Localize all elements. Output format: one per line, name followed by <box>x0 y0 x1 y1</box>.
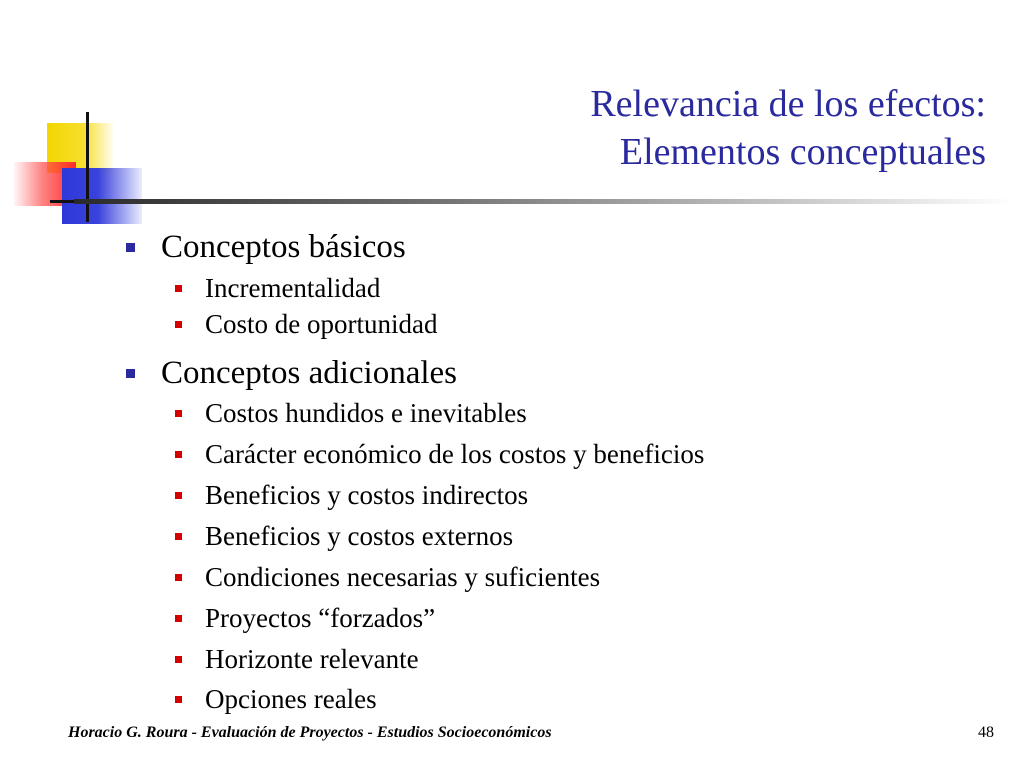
list-item-text: Condiciones necesarias y suficientes <box>205 562 601 592</box>
square-bullet-icon <box>126 243 135 252</box>
section-label: Conceptos adicionales <box>161 355 458 391</box>
section-label: Conceptos básicos <box>161 229 406 265</box>
list-item-text: Horizonte relevante <box>205 644 419 674</box>
square-bullet-icon <box>175 492 182 499</box>
title-line-2: Elementos conceptuales <box>619 131 986 173</box>
square-bullet-icon <box>175 285 182 292</box>
title-line-1: Relevancia de los efectos: <box>590 83 986 125</box>
list-item-text: Beneficios y costos externos <box>205 521 514 551</box>
list-item-text: Proyectos “forzados” <box>205 603 436 633</box>
footer-text: Horacio G. Roura - Evaluación de Proyectos - Estudios Socioeconómicos <box>68 724 552 741</box>
square-bullet-icon <box>175 615 182 622</box>
list-item-text: Carácter económico de los costos y beneficios <box>205 439 705 469</box>
list-item-text: Incrementalidad <box>205 273 381 303</box>
square-bullet-icon <box>175 533 182 540</box>
square-bullet-icon <box>175 410 182 417</box>
square-bullet-icon <box>175 696 182 703</box>
square-bullet-icon <box>175 451 182 458</box>
square-bullet-icon <box>126 369 135 378</box>
page-number: 48 <box>978 724 994 741</box>
square-bullet-icon <box>175 656 182 663</box>
list-item-text: Costo de oportunidad <box>205 309 438 339</box>
list-item-text: Opciones reales <box>205 684 377 714</box>
list-item-text: Beneficios y costos indirectos <box>205 480 529 510</box>
square-bullet-icon <box>175 321 182 328</box>
square-bullet-icon <box>175 574 182 581</box>
list-item-text: Costos hundidos e inevitables <box>205 398 527 428</box>
